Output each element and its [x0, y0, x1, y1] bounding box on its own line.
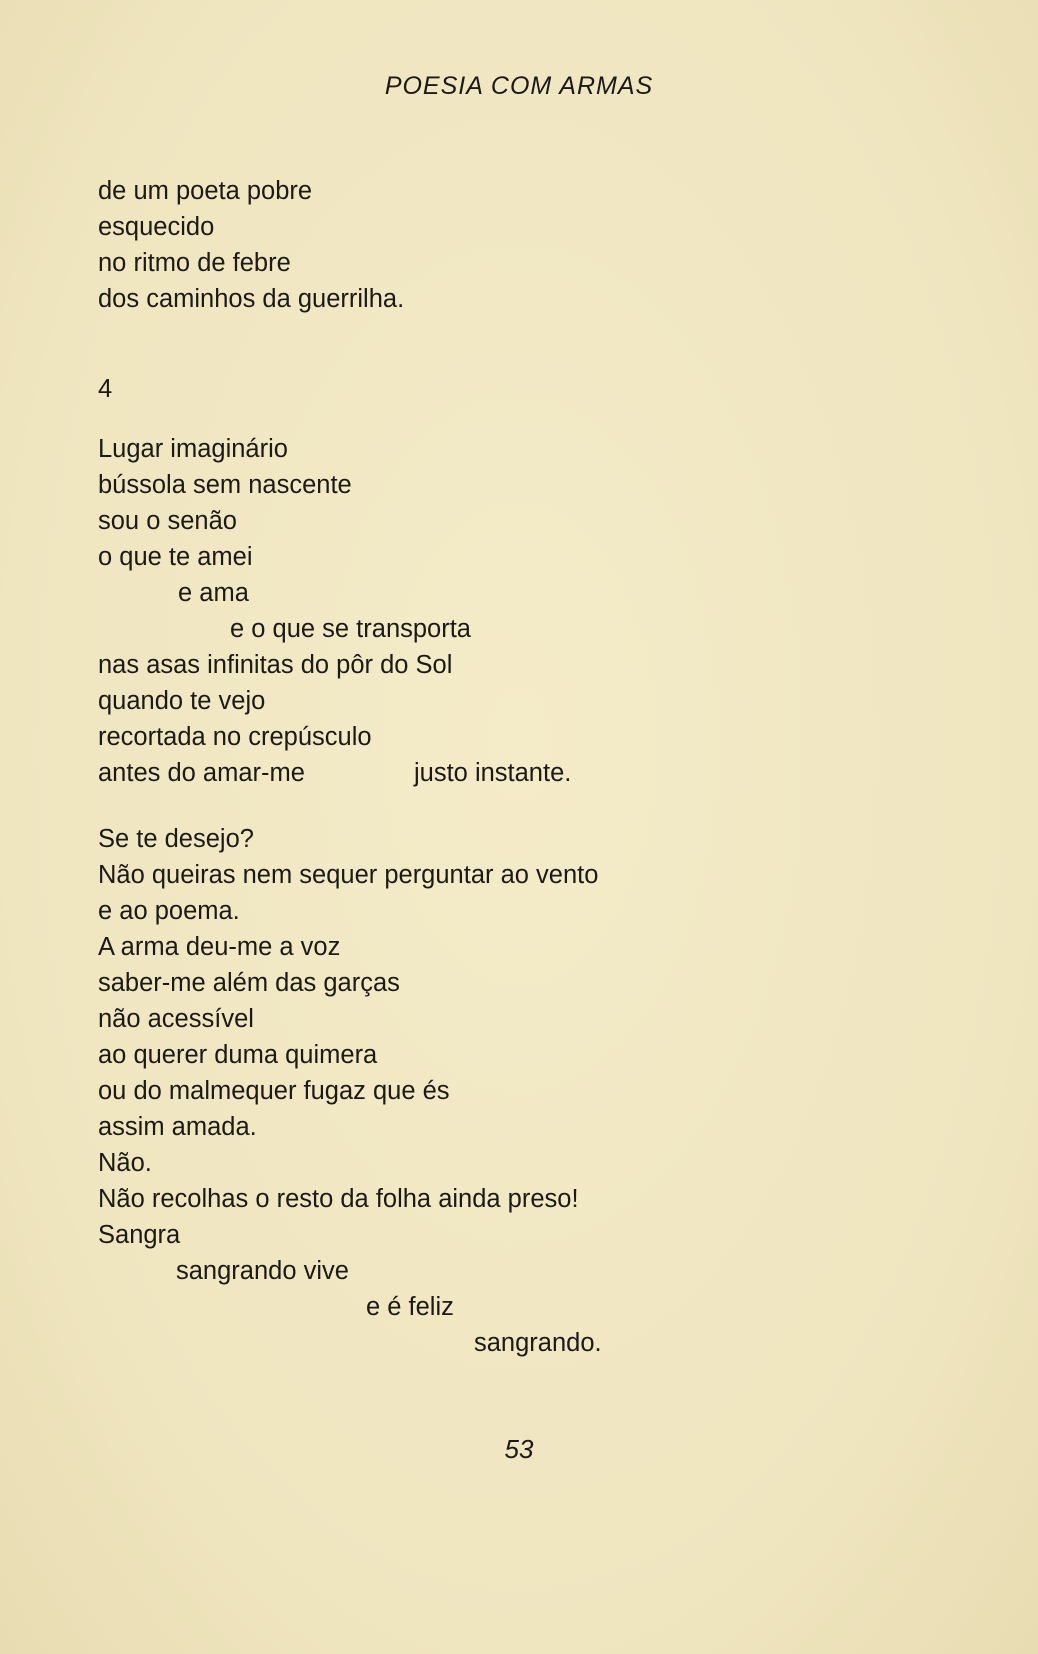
- poem-line: bússola sem nascente: [98, 471, 352, 499]
- page-number: 53: [504, 1434, 534, 1464]
- section-number: 4: [98, 375, 113, 403]
- poem-line: sangrando vive: [176, 1257, 349, 1285]
- poem-line: saber-me além das garças: [98, 969, 400, 997]
- poem-line: sou o senão: [98, 507, 237, 535]
- poem-line: Lugar imaginário: [98, 435, 288, 463]
- poem-line: ao querer duma quimera: [98, 1041, 378, 1069]
- poem-line: A arma deu-me a voz: [98, 933, 341, 961]
- poem-line: e é feliz: [366, 1293, 454, 1321]
- poem-line: dos caminhos da guerrilha.: [98, 285, 405, 313]
- poem-line: Sangra: [98, 1221, 181, 1249]
- poem-line: Não queiras nem sequer perguntar ao vento: [98, 861, 599, 889]
- poem-line: esquecido: [98, 213, 215, 241]
- poem-line: nas asas infinitas do pôr do Sol: [98, 651, 453, 679]
- poem-line: sangrando.: [474, 1329, 602, 1357]
- poem-line: assim amada.: [98, 1113, 257, 1141]
- poem-line: e ama: [178, 579, 249, 607]
- poem-line: no ritmo de febre: [98, 249, 291, 277]
- poem-line: justo instante.: [414, 759, 572, 787]
- poem-line: o que te amei: [98, 543, 253, 571]
- running-title: POESIA COM ARMAS: [384, 72, 654, 100]
- poem-line: Não recolhas o resto da folha ainda preso!: [98, 1185, 579, 1213]
- poem-line: quando te vejo: [98, 687, 266, 715]
- poem-line: Se te desejo?: [98, 825, 254, 853]
- poem-line: Não.: [98, 1149, 152, 1177]
- poem-line: antes do amar-me: [98, 759, 305, 787]
- poem-line: e o que se transporta: [230, 615, 471, 643]
- poem-line: e ao poema.: [98, 897, 240, 925]
- poem-line: não acessível: [98, 1005, 254, 1033]
- poem-line: ou do malmequer fugaz que és: [98, 1077, 450, 1105]
- poem-line: de um poeta pobre: [98, 177, 313, 205]
- poem-line: recortada no crepúsculo: [98, 723, 372, 751]
